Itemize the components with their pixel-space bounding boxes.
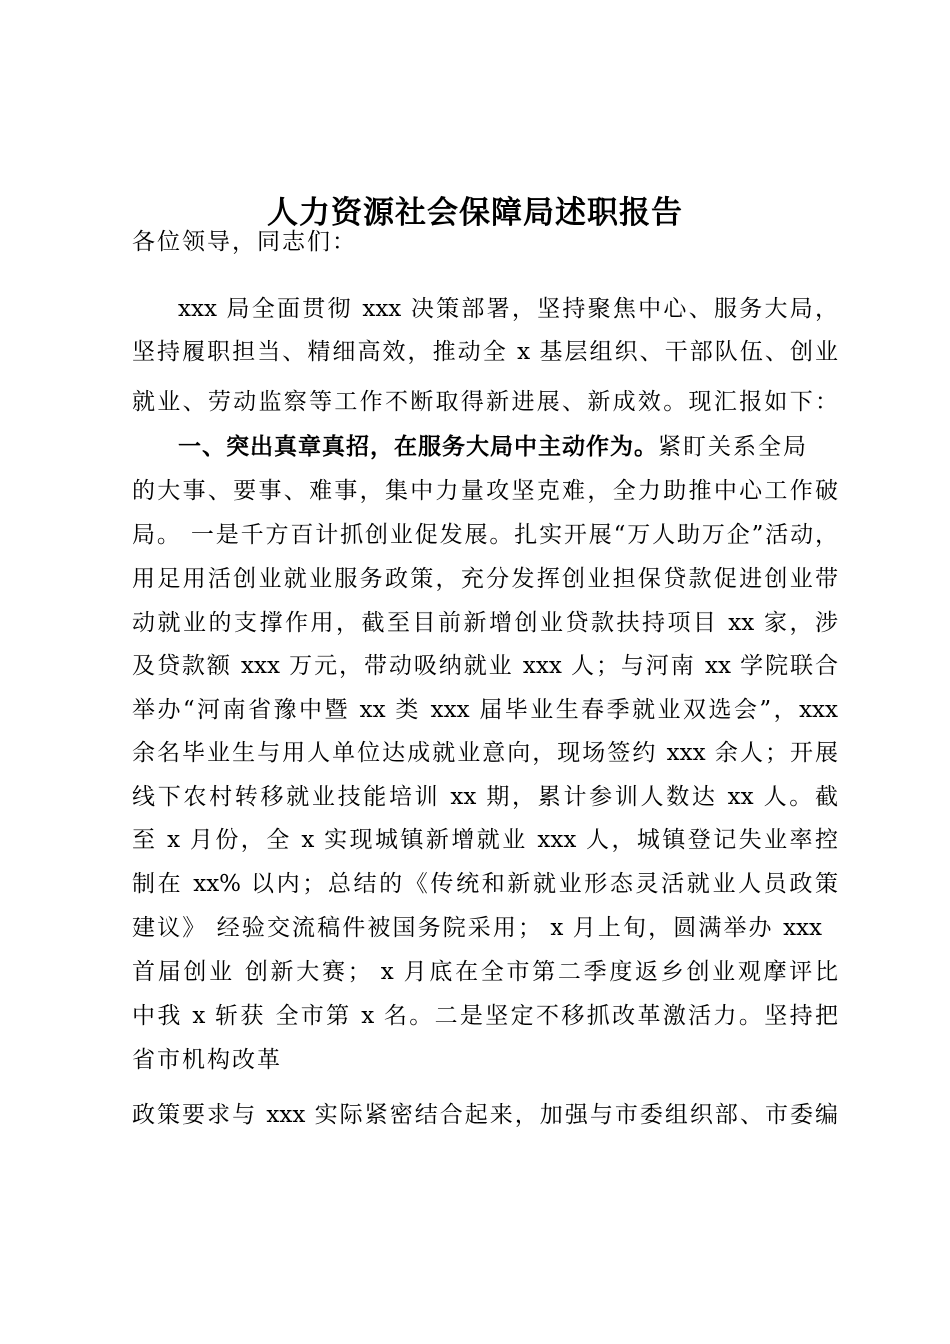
section-1-line: 举办“河南省豫中暨 xx 类 xxx 届毕业生春季就业双选会”，xxx [132, 697, 838, 723]
section-1-line: 及贷款额 xxx 万元，带动吸纳就业 xxx 人；与河南 xx 学院联合 [132, 653, 838, 679]
section-1-line: 局。 一是千方百计抓创业促发展。扎实开展“万人助万企”活动， [132, 522, 838, 548]
section-1-line: 的大事、要事、难事，集中力量攻坚克难，全力助推中心工作破 [132, 478, 838, 504]
section-1-line: 中我 x 斩获 全市第 x 名。二是坚定不移抓改革激活力。坚持把 [132, 1003, 838, 1029]
section-1-first-line-rest: 紧盯关系全局 [658, 434, 808, 460]
paragraph-1-line-1: xxx 局全面贯彻 xxx 决策部署，坚持聚焦中心、服务大局， [178, 296, 838, 322]
salutation: 各位领导，同志们： [132, 229, 357, 255]
paragraph-1-line-2: 坚持履职担当、精细高效，推动全 x 基层组织、干部队伍、创业 [132, 339, 838, 365]
section-1-line: 至 x 月份，全 x 实现城镇新增就业 xxx 人，城镇登记失业率控 [132, 827, 838, 853]
section-1-line: 用足用活创业就业服务政策，充分发挥创业担保贷款促进创业带 [132, 566, 838, 592]
section-1-first-line [178, 425, 808, 469]
section-1-line: 首届创业 创新大赛； x 月底在全市第二季度返乡创业观摩评比 [132, 959, 838, 985]
section-1-line: 余名毕业生与用人单位达成就业意向，现场签约 xxx 余人；开展 [132, 740, 838, 766]
document-title: 人力资源社会保障局述职报告 [267, 195, 683, 231]
section-1-line: 建议》 经验交流稿件被国务院采用； x 月上旬，圆满举办 xxx [132, 915, 822, 941]
paragraph-1-line-3: 就业、劳动监察等工作不断取得新进展、新成效。现汇报如下： [132, 389, 838, 415]
section-1-line: 省市机构改革 [132, 1047, 282, 1073]
section-1-heading: 一、突出真章真招，在服务大局中主动作为。 [178, 434, 658, 460]
section-1-line: 制在 xx% 以内；总结的《传统和新就业形态灵活就业人员政策 [132, 871, 838, 897]
section-1-line: 动就业的支撑作用，截至目前新增创业贷款扶持项目 xx 家，涉 [132, 610, 838, 636]
continuation-line: 政策要求与 xxx 实际紧密结合起来，加强与市委组织部、市委编 [132, 1102, 838, 1128]
section-1-line: 线下农村转移就业技能培训 xx 期，累计参训人数达 xx 人。截 [132, 784, 838, 810]
